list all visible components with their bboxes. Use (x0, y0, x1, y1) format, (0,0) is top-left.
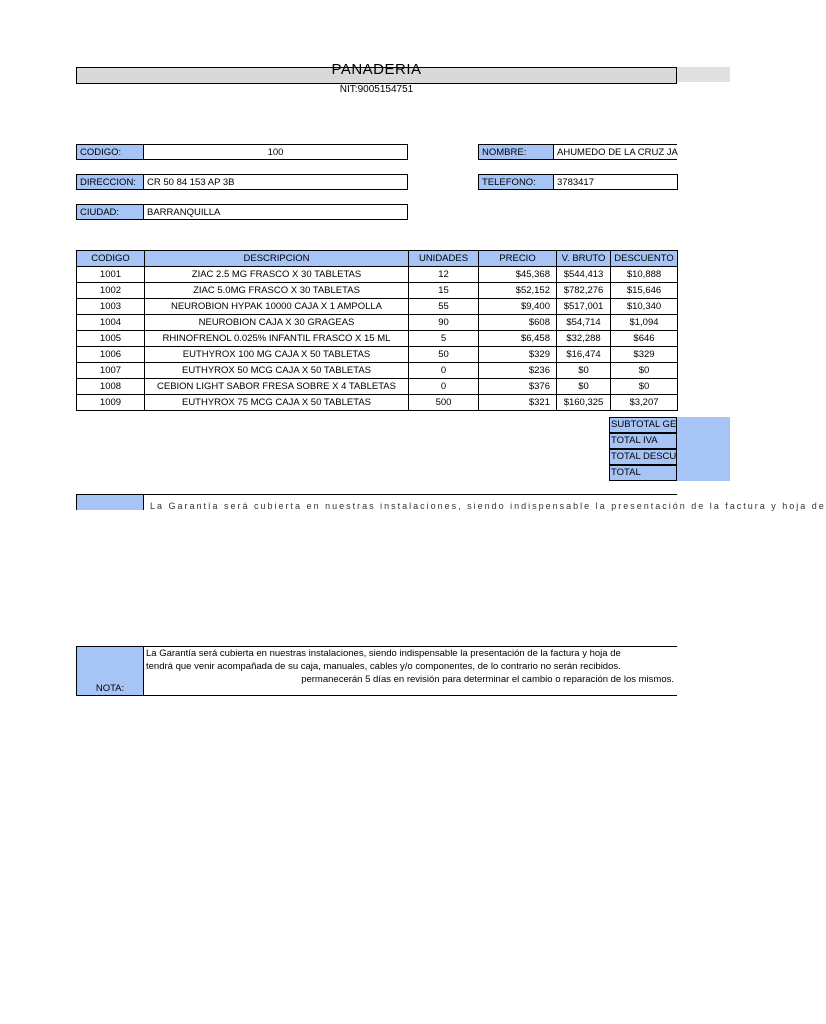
cell-v-bruto[interactable]: $32,288 (557, 331, 611, 347)
cell-unidades[interactable]: 90 (409, 315, 479, 331)
codigo-value[interactable]: 100 (144, 144, 408, 160)
cell-precio[interactable]: $329 (479, 347, 557, 363)
ciudad-label: CIUDAD: (76, 204, 144, 220)
telefono-label: TELEFONO: (478, 174, 554, 190)
subtotal-label: SUBTOTAL GE (609, 417, 677, 433)
cell-codigo[interactable]: 1004 (77, 315, 145, 331)
total-label: TOTAL (609, 465, 677, 481)
cell-unidades[interactable]: 5 (409, 331, 479, 347)
total-iva-label: TOTAL IVA (609, 433, 677, 449)
cell-v-bruto[interactable]: $16,474 (557, 347, 611, 363)
cell-precio[interactable]: $45,368 (479, 267, 557, 283)
company-nit: NIT:9005154751 (339, 84, 414, 95)
cutoff-text: La Garantía será cubierta en nuestras instalaciones, siendo indispensable la presentación de la factura y hoja de (150, 501, 826, 511)
company-title: PANADERIA (331, 61, 422, 78)
direccion-value[interactable]: CR 50 84 153 AP 3B (144, 174, 408, 190)
cell-descripcion[interactable]: EUTHYROX 75 MCG CAJA X 50 TABLETAS (145, 395, 409, 411)
cutoff-top-border (144, 494, 677, 495)
cell-precio[interactable]: $9,400 (479, 299, 557, 315)
nota-line-3: permanecerán 5 días en revisión para determinar el cambio o reparación de los mismos. (301, 674, 674, 685)
cell-descripcion[interactable]: EUTHYROX 50 MCG CAJA X 50 TABLETAS (145, 363, 409, 379)
cell-precio[interactable]: $376 (479, 379, 557, 395)
cell-precio[interactable]: $236 (479, 363, 557, 379)
cutoff-divider (143, 494, 144, 510)
cell-unidades[interactable]: 500 (409, 395, 479, 411)
cell-descripcion[interactable]: NEUROBION HYPAK 10000 CAJA X 1 AMPOLLA (145, 299, 409, 315)
table-row (77, 299, 678, 315)
table-header-row (77, 251, 678, 267)
table-row (77, 331, 678, 347)
cell-precio[interactable]: $321 (479, 395, 557, 411)
cell-codigo[interactable]: 1001 (77, 267, 145, 283)
cell-precio[interactable]: $6,458 (479, 331, 557, 347)
items-table (76, 250, 678, 411)
cell-descuento[interactable]: $0 (611, 363, 678, 379)
cell-descripcion[interactable]: RHINOFRENOL 0.025% INFANTIL FRASCO X 15 ML (145, 331, 409, 347)
cell-v-bruto[interactable]: $517,001 (557, 299, 611, 315)
ciudad-value[interactable]: BARRANQUILLA (144, 204, 408, 220)
cell-precio[interactable]: $608 (479, 315, 557, 331)
cell-precio[interactable]: $52,152 (479, 283, 557, 299)
cell-v-bruto[interactable]: $54,714 (557, 315, 611, 331)
cutoff-text-fragment (150, 501, 826, 511)
cell-descuento[interactable]: $646 (611, 331, 678, 347)
title-bar-extension (677, 67, 730, 82)
telefono-value[interactable]: 3783417 (554, 174, 678, 190)
cell-codigo[interactable]: 1007 (77, 363, 145, 379)
cell-unidades[interactable]: 55 (409, 299, 479, 315)
table-row (77, 283, 678, 299)
cell-unidades[interactable]: 15 (409, 283, 479, 299)
table-row (77, 267, 678, 283)
nota-text-box (143, 646, 677, 696)
table-row (77, 315, 678, 331)
cell-descuento[interactable]: $10,340 (611, 299, 678, 315)
header-precio: PRECIO (479, 251, 557, 267)
table-row (77, 347, 678, 363)
cell-codigo[interactable]: 1005 (77, 331, 145, 347)
cell-v-bruto[interactable]: $0 (557, 379, 611, 395)
direccion-label: DIRECCION: (76, 174, 144, 190)
codigo-label: CODIGO: (76, 144, 144, 160)
cell-v-bruto[interactable]: $782,276 (557, 283, 611, 299)
header-codigo: CODIGO (77, 251, 145, 267)
cell-descripcion[interactable]: ZIAC 2.5 MG FRASCO X 30 TABLETAS (145, 267, 409, 283)
cell-v-bruto[interactable]: $544,413 (557, 267, 611, 283)
cell-codigo[interactable]: 1008 (77, 379, 145, 395)
header-unidades: UNIDADES (409, 251, 479, 267)
total-descuento-label: TOTAL DESCU (609, 449, 677, 465)
table-row (77, 395, 678, 411)
cell-descuento[interactable]: $15,646 (611, 283, 678, 299)
nota-label: NOTA: (76, 646, 144, 696)
cell-descripcion[interactable]: EUTHYROX 100 MG CAJA X 50 TABLETAS (145, 347, 409, 363)
header-descuento: DESCUENTO (611, 251, 678, 267)
nombre-label: NOMBRE: (478, 144, 554, 160)
cell-codigo[interactable]: 1003 (77, 299, 145, 315)
cell-codigo[interactable]: 1006 (77, 347, 145, 363)
header-v-bruto: V. BRUTO (557, 251, 611, 267)
cell-descuento[interactable]: $0 (611, 379, 678, 395)
cell-v-bruto[interactable]: $0 (557, 363, 611, 379)
cell-codigo[interactable]: 1002 (77, 283, 145, 299)
cell-unidades[interactable]: 50 (409, 347, 479, 363)
cell-codigo[interactable]: 1009 (77, 395, 145, 411)
cell-descripcion[interactable]: NEUROBION CAJA X 30 GRAGEAS (145, 315, 409, 331)
nota-line-1: La Garantía será cubierta en nuestras instalaciones, siendo indispensable la presentación de la factura y hoja de (146, 648, 621, 659)
cell-descuento[interactable]: $10,888 (611, 267, 678, 283)
cell-v-bruto[interactable]: $160,325 (557, 395, 611, 411)
table-row (77, 379, 678, 395)
cell-unidades[interactable]: 0 (409, 379, 479, 395)
cell-descuento[interactable]: $1,094 (611, 315, 678, 331)
nota-line-2: tendrá que venir acompañada de su caja, manuales, cables y/o componentes, de lo contrario no serán recibidos. (146, 661, 621, 672)
header-descripcion: DESCRIPCION (145, 251, 409, 267)
cell-descripcion[interactable]: CEBION LIGHT SABOR FRESA SOBRE X 4 TABLETAS (145, 379, 409, 395)
cell-descuento[interactable]: $329 (611, 347, 678, 363)
cutoff-label-cell (76, 494, 144, 510)
cell-descuento[interactable]: $3,207 (611, 395, 678, 411)
cell-unidades[interactable]: 12 (409, 267, 479, 283)
cell-unidades[interactable]: 0 (409, 363, 479, 379)
nombre-value[interactable]: AHUMEDO DE LA CRUZ JA (554, 144, 677, 160)
cell-descripcion[interactable]: ZIAC 5.0MG FRASCO X 30 TABLETAS (145, 283, 409, 299)
table-row (77, 363, 678, 379)
totals-values-area[interactable] (677, 417, 730, 481)
